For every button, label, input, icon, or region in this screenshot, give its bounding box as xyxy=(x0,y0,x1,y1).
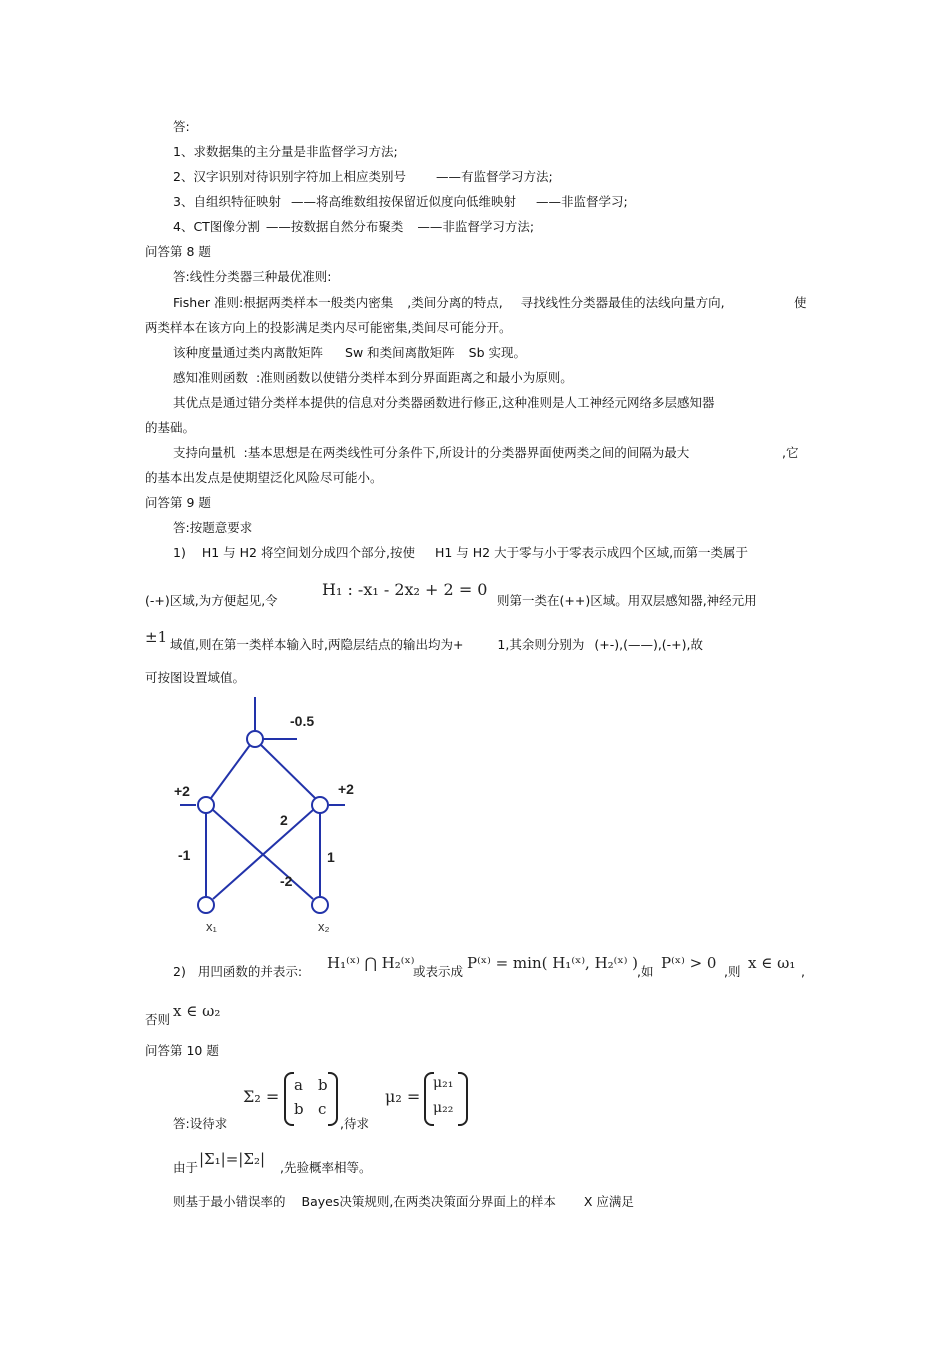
paragraph-tail: 使 xyxy=(794,295,807,310)
paragraph: 可按图设置域值。 xyxy=(145,670,246,685)
equation-union: H₁⁽ˣ⁾ ⋂ H₂⁽ˣ⁾ xyxy=(327,954,415,972)
paragraph: 支持向量机 :基本思想是在两类线性可分条件下,所设计的分类器界面使两类之间的间隔为最大 xyxy=(173,445,690,460)
weight-x1-h1: -1 xyxy=(178,847,191,863)
perceptron-diagram xyxy=(160,690,360,940)
paragraph: ,先验概率相等。 xyxy=(280,1160,372,1175)
paragraph: 1) H1 与 H2 将空间划分成四个部分,按使 H1 与 H2 大于零与小于零表示成四个区域,而第一类属于 xyxy=(173,545,749,560)
mu2-vector: μ₂₁ μ₂₂ xyxy=(424,1072,468,1124)
list-item: 1、求数据集的主分量是非监督学习方法; xyxy=(173,144,398,159)
list-item: 3、自组织特征映射 ——将高维数组按保留近似度向低维映射 ——非监督学习; xyxy=(173,194,628,209)
input-label-x1: x₁ xyxy=(206,919,217,934)
paragraph: 该种度量通过类内离散矩阵 Sw 和类间离散矩阵 Sb 实现。 xyxy=(173,345,526,360)
equation-threshold: ±1 xyxy=(145,628,168,646)
h2-bias-label: +2 xyxy=(338,781,354,797)
paragraph: 域值,则在第一类样本输入时,两隐层结点的输出均为+ 1,其余则分别为 (+-),(——),(-+),故 xyxy=(170,637,704,652)
paragraph: 的基础。 xyxy=(145,420,196,435)
paragraph: 答:按题意要求 xyxy=(173,520,253,535)
question-heading: 问答第 8 题 xyxy=(145,244,211,259)
input-node-x1 xyxy=(198,897,214,913)
equation-xw1: x ∈ ω₁ xyxy=(748,954,796,972)
hidden-node-2 xyxy=(312,797,328,813)
question-heading: 问答第 10 题 xyxy=(145,1043,219,1058)
paragraph: 两类样本在该方向上的投影满足类内尽可能密集,类间尽可能分开。 xyxy=(145,320,512,335)
answer-label: 答: xyxy=(173,119,190,134)
paragraph: ,待求 xyxy=(340,1116,369,1131)
output-node xyxy=(247,731,263,747)
equation-xw2: x ∈ ω₂ xyxy=(173,1002,221,1020)
equation-pmin: P⁽ˣ⁾ = min( H₁⁽ˣ⁾, H₂⁽ˣ⁾ ) xyxy=(467,954,639,972)
paragraph: 答:设待求 xyxy=(173,1116,228,1131)
list-item: 2、汉字识别对待识别字符加上相应类别号 ——有监督学习方法; xyxy=(173,169,553,184)
paragraph: , xyxy=(801,964,805,979)
paragraph: 则基于最小错误率的 Bayes决策规则,在两类决策面分界面上的样本 X 应满足 xyxy=(173,1194,634,1209)
weight-x1-h2: 2 xyxy=(280,812,288,828)
edge-h2-out xyxy=(261,745,315,798)
paragraph: 感知准则函数 :准则函数以使错分类样本到分界面距离之和最小为原则。 xyxy=(173,370,573,385)
equation-pgt: P⁽ˣ⁾ > 0 xyxy=(661,954,717,972)
sigma2-matrix: a b b c xyxy=(284,1072,338,1124)
paragraph: ,如 xyxy=(637,964,654,979)
equation-h1: H₁ : -x₁ - 2x₂ + 2 = 0 xyxy=(322,580,488,599)
input-label-x2: x₂ xyxy=(318,919,330,934)
hidden-node-1 xyxy=(198,797,214,813)
paragraph: 或表示成 xyxy=(413,964,464,979)
paragraph: (-+)区域,为方便起见,令 xyxy=(145,593,278,608)
paragraph: 其优点是通过错分类样本提供的信息对分类器函数进行修正,这种准则是人工神经元网络多层感知器 xyxy=(173,395,715,410)
list-item: 4、CT图像分割 ——按数据自然分布聚类 ——非监督学习方法; xyxy=(173,219,535,234)
mu2-label: μ₂ = xyxy=(385,1087,421,1106)
paragraph: ,则 xyxy=(724,964,741,979)
equation-sigma-equal: |Σ₁|=|Σ₂| xyxy=(199,1150,266,1168)
question-heading: 问答第 9 题 xyxy=(145,495,211,510)
paragraph-tail: ,它 xyxy=(782,445,799,460)
h1-bias-label: +2 xyxy=(174,783,190,799)
sigma2-label: Σ₂ = xyxy=(243,1087,280,1106)
edge-h1-out xyxy=(211,745,250,798)
weight-x2-h1: -2 xyxy=(280,873,293,889)
output-bias-label: -0.5 xyxy=(290,713,315,729)
paragraph: 否则 xyxy=(145,1012,171,1027)
paragraph: Fisher 准则:根据两类样本一般类内密集 ,类间分离的特点, 寻找线性分类器最佳的法线向量方向, xyxy=(173,295,725,310)
input-node-x2 xyxy=(312,897,328,913)
paragraph: 2) 用凹函数的并表示: xyxy=(173,964,303,979)
paragraph: 由于 xyxy=(173,1160,199,1175)
weight-x2-h2: 1 xyxy=(327,849,335,865)
paragraph: 的基本出发点是使期望泛化风险尽可能小。 xyxy=(145,470,383,485)
paragraph: 答:线性分类器三种最优准则: xyxy=(173,269,332,284)
paragraph: 则第一类在(++)区域。用双层感知器,神经元用 xyxy=(497,593,757,608)
